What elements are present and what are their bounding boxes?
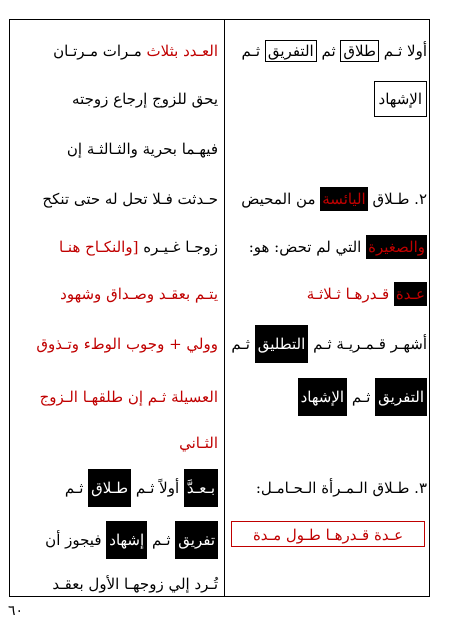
text: مـرات مـرتـان: [53, 42, 147, 60]
right-line-6: [231, 334, 427, 354]
highlight-term-ishhad: إشهاد: [106, 521, 147, 559]
right-line-2: [374, 89, 427, 109]
left-line-5: [59, 237, 218, 257]
left-line-3: فيهـما بحرية والثـالثـة إن: [66, 140, 218, 158]
highlight-term-tafriq: تفريق: [175, 521, 218, 559]
left-line-10: [65, 478, 218, 498]
highlight-term-talaq: طـلاق: [88, 469, 131, 507]
text: [والنكـاح هنـا: [58, 238, 139, 256]
red-boxed-note: عـدة قـدرهـا طـول مـدة: [231, 521, 425, 547]
right-line-5: [307, 284, 427, 304]
highlight-term-idda: عـدة: [394, 282, 427, 306]
text: ثـم: [64, 479, 89, 497]
highlight-term-tafriq: التفريق: [375, 378, 427, 416]
right-line-8: ٣. طـلاق الـمـرأة الـحـامـل:: [255, 479, 427, 497]
left-column: [10, 19, 224, 597]
text: ثـم: [147, 531, 176, 549]
text: ثم: [316, 42, 341, 60]
highlight-term-baad: بـعـدَّ: [184, 469, 218, 507]
right-column: [225, 19, 430, 597]
text: ٢. طـلاق: [367, 190, 427, 208]
page-number: ٦٠: [8, 603, 24, 619]
boxed-term-ishhad: الإشهاد: [374, 81, 427, 117]
left-line-6: يتـم بعقـد وصـداق وشهود: [60, 285, 218, 303]
left-line-12: تُـرد إلي زوجهـا الأول بعقـد: [52, 575, 218, 593]
text: من المحيض: [241, 190, 321, 208]
left-line-8: العسيلة ثـم إن طلقهـا الـزوج: [39, 388, 218, 406]
left-line-2: يحق للزوج إرجاع زوجته: [72, 90, 218, 108]
text: قـدرهـا ثـلاثـة: [306, 285, 394, 303]
text: ثـم: [347, 388, 376, 406]
right-line-1: [242, 41, 427, 61]
text: أولاً ثـم: [131, 479, 184, 497]
text: أولا ثـم: [378, 42, 427, 60]
boxed-term-tafriq: التفريق: [265, 40, 317, 62]
left-line-4: حـدثت فـلا تحل له حتى تنكح: [42, 190, 218, 208]
right-line-4: [249, 237, 427, 257]
left-line-9: الثـاني: [179, 434, 218, 452]
text: أشهـر قـمـريـة ثـم: [308, 335, 427, 353]
left-line-11: [45, 530, 218, 550]
highlight-term-saghira: والصغيرة: [366, 235, 427, 259]
boxed-term-talaq: طلاق: [340, 40, 379, 62]
left-line-1: [53, 41, 218, 61]
highlight-term-tatliq: التطليق: [255, 325, 309, 363]
highlight-term-ishhad: الإشهاد: [298, 378, 347, 416]
text: ثـم: [241, 42, 265, 60]
right-line-3: [241, 189, 427, 209]
left-line-7: وولي + وجوب الوطء وتـذوق: [36, 335, 218, 353]
text: العـدد بثلاث: [146, 42, 218, 60]
text: التي لم تحض: هو:: [248, 238, 367, 256]
text: فيجوز أن: [45, 531, 107, 549]
text: ثـم: [231, 335, 255, 353]
highlight-term-yaisa: اليائسة: [320, 187, 367, 211]
right-line-7: [298, 387, 427, 407]
text: زوجـا غـيـره: [138, 238, 218, 256]
